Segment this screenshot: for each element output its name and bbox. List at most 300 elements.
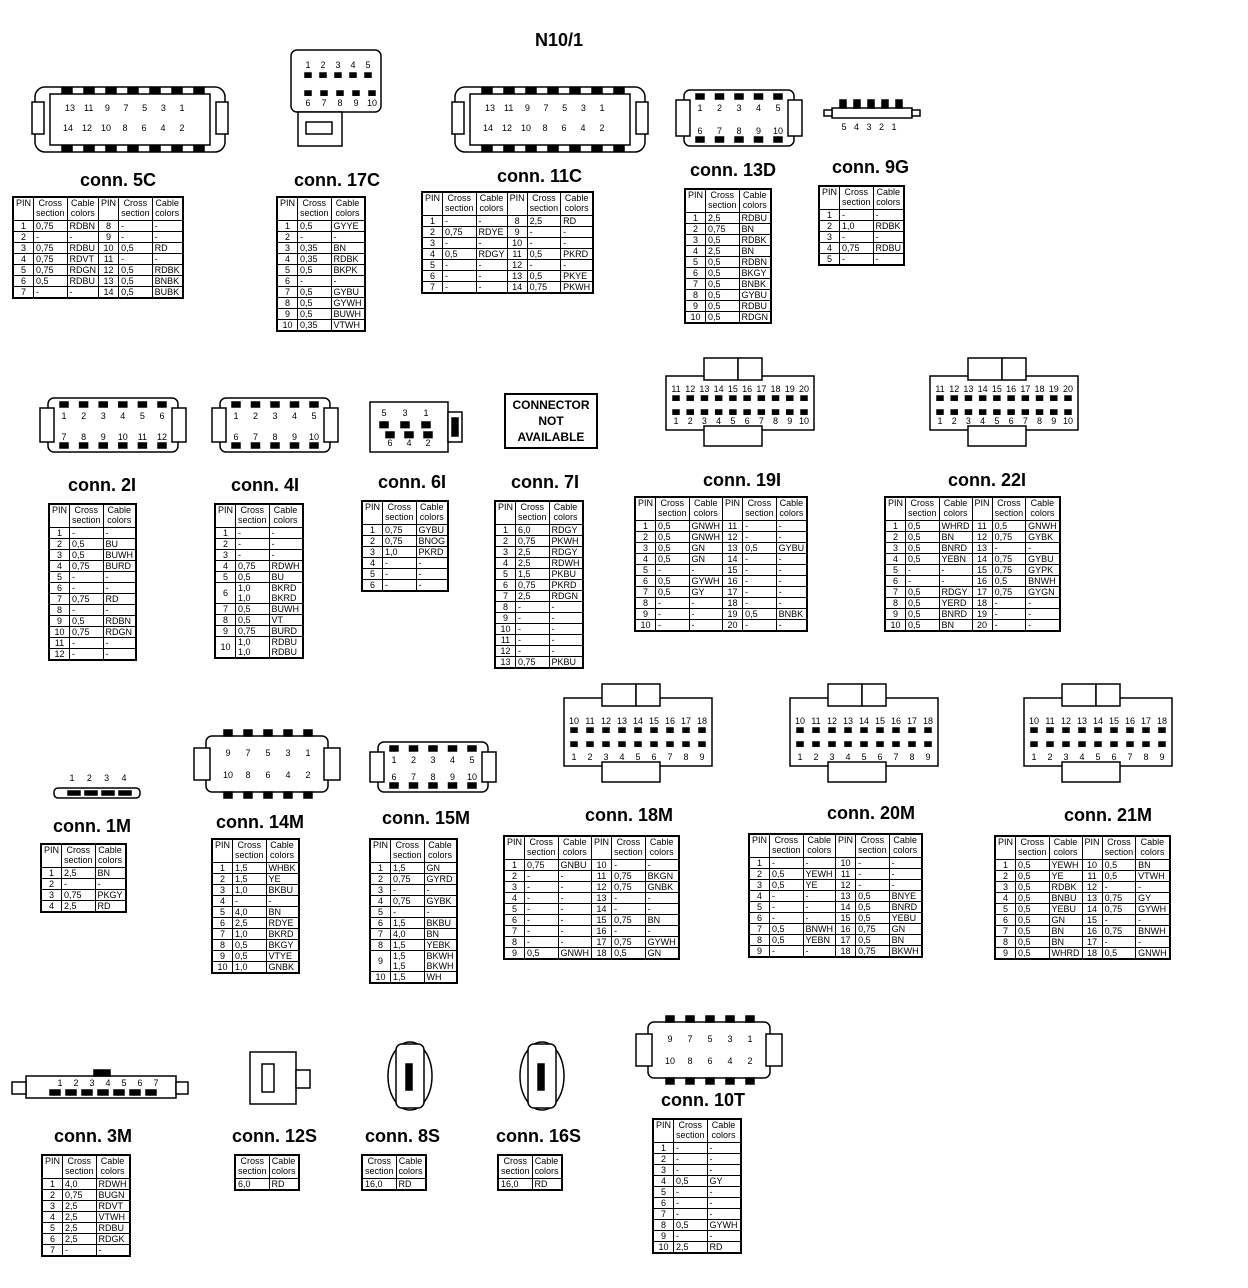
table-row (749, 946, 922, 958)
pin-slot (62, 88, 72, 93)
cable-color-cell: RDBU (873, 243, 904, 254)
pin-cell: 4 (49, 561, 70, 572)
pin-cell: 2 (504, 871, 525, 882)
pin-slot (548, 88, 558, 93)
pin-number-label: 4 (285, 770, 291, 780)
table-row (653, 1143, 741, 1154)
pin-slot (1063, 742, 1069, 746)
cable-color-cell: RD (532, 1179, 562, 1191)
table-row (653, 1176, 741, 1187)
side-latch (676, 100, 690, 136)
cross-section-cell: 0,35 (298, 243, 332, 254)
top-latch (1096, 684, 1120, 706)
conn-8s-title: conn. 8S (365, 1126, 441, 1146)
pin-cell: 4 (819, 243, 840, 254)
pin-cell: 8 (749, 935, 770, 946)
pin-slot (114, 1090, 124, 1095)
cable-color-cell: PKYE (561, 271, 594, 282)
cable-color-cell: BNRD (939, 609, 972, 620)
pin-slot (1051, 396, 1057, 400)
cable-color-cell: RDGN (67, 265, 99, 276)
cable-color-cell: BUWH (103, 550, 136, 561)
table-row (685, 279, 771, 290)
pin-cell: 5 (13, 265, 34, 276)
cross-section-header: Cross section (706, 189, 740, 213)
conn-15m-table (369, 838, 458, 984)
pin-cell: 1 (41, 868, 62, 879)
pin-cell: 8 (49, 605, 70, 616)
table-row (749, 891, 922, 902)
pin-slot (350, 73, 356, 77)
pin-slot (82, 1090, 92, 1095)
pin-slot (146, 1090, 156, 1095)
pin-cell: 1 (362, 525, 383, 536)
table-row (13, 287, 183, 299)
table-row (422, 249, 593, 260)
cross-section-cell: - (743, 565, 777, 576)
pin-cell: 8 (504, 937, 525, 948)
cross-section-cell: - (906, 565, 940, 576)
pin-cell: 13 (972, 543, 992, 554)
pin-number-label: 3 (430, 755, 436, 765)
cross-section-cell: 0,5 (298, 309, 332, 320)
pin-slot (1143, 742, 1149, 746)
pin-cell: 15 (1082, 915, 1102, 926)
cable-color-cell: - (549, 635, 583, 646)
pin-cell: 1 (885, 521, 906, 532)
pin-cell: 7 (504, 926, 525, 937)
pin-cell: 10 (885, 620, 906, 632)
pin-slot (194, 146, 204, 151)
cable-color-cell: GYBU (331, 287, 365, 298)
pin-number-label: 4 (619, 752, 625, 762)
pin-cell: 17 (1082, 937, 1102, 948)
pin-number-label: 7 (61, 432, 67, 442)
cable-color-cell: BKWH BKWH (424, 951, 457, 972)
side-latch (216, 102, 228, 134)
pin-cell: 14 (1082, 904, 1102, 915)
pin-slot (1047, 728, 1053, 732)
conn-10t-drawing (634, 1014, 784, 1086)
pin-number-label: 3 (727, 1034, 733, 1044)
cross-section-cell: 4,0 (63, 1179, 97, 1190)
pin-number-label: 3 (736, 103, 742, 113)
pin-header: PIN (507, 192, 527, 216)
pin-number-label: 7 (758, 416, 764, 426)
cable-color-cell: - (561, 227, 594, 238)
pin-cell: 8 (507, 216, 527, 227)
pin-number-label: 4 (105, 1078, 111, 1088)
pin-slot (845, 728, 851, 732)
pin-number-label: 1 (747, 1034, 753, 1044)
pin-slot (861, 728, 867, 732)
cross-section-cell: 16,0 (498, 1179, 532, 1191)
cable-color-cell: GYBK (424, 896, 457, 907)
cable-color-cell: BKBU (266, 885, 299, 896)
table-header-row (41, 844, 126, 868)
pin-slot (1159, 728, 1165, 732)
table-row (370, 972, 457, 984)
pin-number-label: 4 (716, 416, 722, 426)
bottom-latch (602, 762, 660, 782)
table-row (277, 298, 365, 309)
pin-number-label: 18 (696, 716, 708, 726)
cable-color-cell: - (707, 1198, 741, 1209)
pin-cell: 9 (212, 951, 233, 962)
cross-section-cell: 0,5 (70, 616, 104, 627)
cross-section-header: Cross section (362, 1155, 396, 1179)
pin-number-label: 6 (141, 123, 147, 133)
pin-cell: 6 (749, 913, 770, 924)
table-row (495, 602, 583, 613)
pin-number-label: 4 (1079, 752, 1085, 762)
pin-cell: 11 (723, 521, 743, 532)
cross-section-cell: - (743, 521, 777, 532)
pin-header: PIN (42, 1155, 63, 1179)
cable-color-cell: GNWH (689, 521, 723, 532)
pin-slot (401, 422, 409, 428)
pin-cell: 5 (635, 565, 656, 576)
cross-section-cell: - (656, 609, 690, 620)
cross-section-cell: 0,5 (1016, 937, 1050, 948)
pin-number-label: 4 (120, 411, 126, 421)
table-header-row (362, 501, 448, 525)
pin-slot (232, 443, 240, 448)
table-row (995, 882, 1170, 893)
pin-slot (635, 742, 641, 746)
pin-number-label: 5 (139, 411, 145, 421)
conn-7i-table (494, 500, 584, 669)
cable-color-cell: BKRD BKRD (269, 583, 303, 604)
cable-colors-header: Cable colors (689, 497, 723, 521)
pin-number-label: 16 (1006, 384, 1017, 394)
pin-header: PIN (723, 497, 743, 521)
pin-number-label: 7 (667, 752, 673, 762)
pin-slot (716, 94, 724, 99)
connector-housing (648, 1022, 770, 1078)
pin-number-label: 3 (272, 411, 278, 421)
cable-color-cell: - (103, 583, 136, 594)
cable-colors-header: Cable colors (269, 504, 303, 528)
cross-section-cell: 0,75 (992, 532, 1026, 543)
pin-slot (410, 783, 418, 788)
pin-cell: 2 (42, 1190, 63, 1201)
table-row (215, 604, 303, 615)
table-row (215, 550, 303, 561)
pin-cell: 14 (99, 287, 119, 299)
table-row (495, 536, 583, 547)
pin-cell: 6 (885, 576, 906, 587)
cross-section-cell: 0,5 (706, 235, 740, 246)
pin-cell: 3 (653, 1165, 674, 1176)
pin-cell: 3 (212, 885, 233, 896)
cable-colors-header: Cable colors (152, 197, 183, 221)
cable-color-cell: - (558, 915, 592, 926)
pin-slot (291, 443, 299, 448)
cable-color-cell: - (707, 1231, 741, 1242)
pin-cell: 10 (49, 627, 70, 638)
pin-number-label: 4 (121, 773, 127, 783)
conn-20m-table (748, 833, 923, 958)
pin-number-label: 9 (291, 432, 298, 442)
pin-cell: 11 (507, 249, 527, 260)
table-row (277, 254, 365, 265)
pin-slot (68, 791, 80, 795)
pin-slot (701, 410, 707, 414)
cross-section-cell: 0,5 (656, 521, 690, 532)
pin-number-label: 9 (1051, 416, 1057, 426)
pin-cell: 9 (504, 948, 525, 960)
pin-cell: 3 (749, 880, 770, 891)
conn-6i-title: conn. 6I (378, 472, 447, 492)
pin-cell: 7 (370, 929, 391, 940)
table-row (277, 221, 365, 232)
pin-number-label: 12 (1060, 716, 1072, 726)
pin-number-label: 5 (121, 1078, 127, 1088)
conn-3m-title: conn. 3M (54, 1126, 133, 1146)
pin-number-label: 13 (1076, 716, 1088, 726)
pin-number-label: 15 (874, 716, 886, 726)
pin-cell: 13 (836, 891, 856, 902)
pin-slot (1037, 410, 1043, 414)
pin-number-label: 8 (122, 123, 128, 133)
cross-section-header: Cross section (233, 839, 267, 863)
cross-section-cell: 0,5 (674, 1176, 708, 1187)
pin-slot (138, 402, 146, 407)
cable-color-cell: GNBK (266, 962, 299, 974)
cross-section-cell: - (674, 1187, 708, 1198)
cable-color-cell: BKGY (739, 268, 771, 279)
pin-cell: 5 (995, 904, 1016, 915)
pin-slot (744, 396, 750, 400)
pin-cell: 13 (592, 893, 612, 904)
pin-cell: 8 (215, 615, 236, 626)
cable-color-cell: RDBU (67, 276, 99, 287)
pin-number-label: 2 (951, 416, 957, 426)
pin-cell: 8 (635, 598, 656, 609)
pin-number-label: 6 (305, 98, 311, 108)
pin-cell: 5 (422, 260, 443, 271)
cable-color-cell: RDGN (549, 591, 583, 602)
cross-section-cell: - (856, 858, 890, 869)
pin-slot (699, 728, 705, 732)
pin-cell: 4 (13, 254, 34, 265)
pin-cell: 3 (819, 232, 840, 243)
cable-color-cell: RDBK (152, 265, 183, 276)
pin-number-label: 5 (365, 60, 371, 70)
side-tab (824, 110, 832, 116)
pin-number-label: 1 (391, 755, 397, 765)
cable-color-cell: GY (707, 1176, 741, 1187)
table-row (370, 874, 457, 885)
pin-number-label: 10 (308, 432, 320, 442)
pin-header: PIN (277, 197, 298, 221)
pin-number-label: 3 (160, 103, 166, 113)
table-row (653, 1231, 741, 1242)
cable-colors-header: Cable colors (1136, 836, 1170, 860)
conn-22i-title: conn. 22I (948, 470, 1027, 490)
cross-section-cell: 0,5 (656, 543, 690, 554)
pin-number-label: 8 (245, 770, 251, 780)
cable-color-cell: BNYE (889, 891, 922, 902)
conn-18m-table (503, 835, 680, 960)
pin-slot (526, 88, 536, 93)
table-row (42, 1212, 130, 1223)
pin-cell: 9 (507, 227, 527, 238)
side-latch (766, 1034, 782, 1066)
pin-cell: 8 (995, 937, 1016, 948)
cross-section-cell: - (743, 554, 777, 565)
pin-cell: 9 (995, 948, 1016, 960)
cross-section-cell: - (743, 598, 777, 609)
pin-slot (980, 410, 986, 414)
pin-number-label: 2 (320, 60, 326, 70)
pin-slot (965, 396, 971, 400)
cross-section-cell: 0,75 (992, 565, 1026, 576)
table-row (495, 646, 583, 657)
conn-2i-table (48, 503, 137, 661)
pin-cell: 5 (370, 907, 391, 918)
table-header-row (653, 1119, 741, 1143)
pin-cell: 13 (507, 271, 527, 282)
cross-section-cell: 2,5 (706, 246, 740, 257)
cable-color-cell: - (424, 885, 457, 896)
cable-color-cell: WHRD (1049, 948, 1082, 960)
pin-cell: 12 (836, 880, 856, 891)
conn-17c-drawing (286, 48, 386, 148)
side-latch (788, 100, 802, 136)
table-row (995, 926, 1170, 937)
cross-section-header: Cross section (34, 197, 68, 221)
pin-cell: 3 (49, 550, 70, 561)
pin-number-label: 11 (83, 103, 94, 113)
pin-number-label: 8 (542, 123, 548, 133)
pin-number-label: 9 (787, 416, 793, 426)
pin-number-label: 14 (977, 384, 988, 394)
pin-slot (893, 742, 899, 746)
cable-color-cell: - (103, 605, 136, 616)
pin-header: PIN (836, 834, 856, 858)
pin-slot (716, 137, 724, 142)
pin-slot (587, 728, 593, 732)
cross-section-cell: - (992, 620, 1026, 632)
cable-color-cell: RDWH (549, 558, 583, 569)
pin-slot (85, 791, 97, 795)
pin-number-label: 6 (391, 772, 397, 782)
top-latch (636, 684, 660, 706)
table-row (13, 254, 183, 265)
cross-section-cell: - (840, 210, 874, 221)
side-latch (636, 1034, 652, 1066)
pin-cell: 2 (495, 536, 516, 547)
pin-slot (422, 422, 430, 428)
cross-section-cell: 0,75 (383, 525, 417, 536)
cable-color-cell: - (707, 1165, 741, 1176)
pin-cell: 5 (685, 257, 706, 268)
pin-cell: 12 (723, 532, 743, 543)
pin-cell: 5 (749, 902, 770, 913)
cable-color-cell: - (1026, 543, 1060, 554)
table-row (212, 951, 299, 962)
cable-color-cell: RDBN (103, 616, 136, 627)
cable-color-cell: - (707, 1143, 741, 1154)
cable-color-cell: BN (645, 915, 679, 926)
pin-slot (687, 410, 693, 414)
cross-section-cell: 2,5 (62, 901, 96, 913)
pin-number-label: 8 (1037, 416, 1043, 426)
side-latch (324, 748, 340, 780)
cross-section-cell: 0,5 (1016, 948, 1050, 960)
cable-color-cell: GYWH (689, 576, 723, 587)
cable-color-cell: GNWH (689, 532, 723, 543)
table-row (885, 521, 1060, 532)
pin-number-label: 4 (853, 122, 860, 132)
cable-color-cell: - (803, 891, 836, 902)
table-row (370, 863, 457, 874)
pin-cell: 10 (277, 320, 298, 332)
cross-section-cell: - (770, 913, 804, 924)
pin-slot (128, 88, 138, 93)
cable-color-cell: - (549, 613, 583, 624)
pin-slot (744, 410, 750, 414)
pin-cell: 9 (215, 626, 236, 637)
cable-color-cell: RDVT (96, 1201, 130, 1212)
cable-colors-header: Cable colors (424, 839, 457, 863)
cross-section-cell: 0,5 (770, 869, 804, 880)
side-tab (912, 110, 920, 116)
pin-cell: 7 (495, 591, 516, 602)
cable-color-cell: RDBK (873, 221, 904, 232)
cable-color-cell: BN (939, 620, 972, 632)
pin-slot (224, 792, 232, 798)
cross-section-cell: - (612, 926, 646, 937)
table-header-row (498, 1155, 562, 1179)
cross-section-cell: - (236, 539, 270, 550)
cross-section-cell: - (743, 587, 777, 598)
table-header-row (635, 497, 807, 521)
cross-section-header: Cross section (235, 1155, 269, 1179)
cable-color-cell: BUGN (96, 1190, 130, 1201)
cross-section-cell: 0,5 (706, 312, 740, 324)
pin-slot (304, 730, 312, 736)
table-row (685, 213, 771, 224)
pin-number-label: 6 (877, 752, 883, 762)
conn-10t-table (652, 1118, 742, 1254)
cross-section-cell: 0,5 (992, 521, 1026, 532)
cross-section-cell: - (906, 576, 940, 587)
cable-color-cell: BKRD (266, 929, 299, 940)
table-row (422, 260, 593, 271)
cable-color-cell: BUBK (152, 287, 183, 299)
cable-color-cell: - (939, 565, 972, 576)
pin-header: PIN (885, 497, 906, 521)
pin-cell: 3 (504, 882, 525, 893)
cross-section-cell: - (383, 569, 417, 580)
cross-section-header: Cross section (391, 839, 425, 863)
cable-color-cell: BNRD (889, 902, 922, 913)
cross-section-cell: 0,5 (298, 287, 332, 298)
table-row (635, 521, 807, 532)
pin-slot (667, 728, 673, 732)
pin-number-label: 8 (430, 772, 436, 782)
pin-slot (369, 91, 375, 95)
cross-section-cell: 6,0 (235, 1179, 269, 1191)
cross-section-cell: 1,5 (391, 918, 425, 929)
pin-slot (951, 410, 957, 414)
cross-section-header: Cross section (840, 186, 874, 210)
pin-cell: 14 (507, 282, 527, 294)
pin-number-label: 12 (949, 384, 960, 394)
